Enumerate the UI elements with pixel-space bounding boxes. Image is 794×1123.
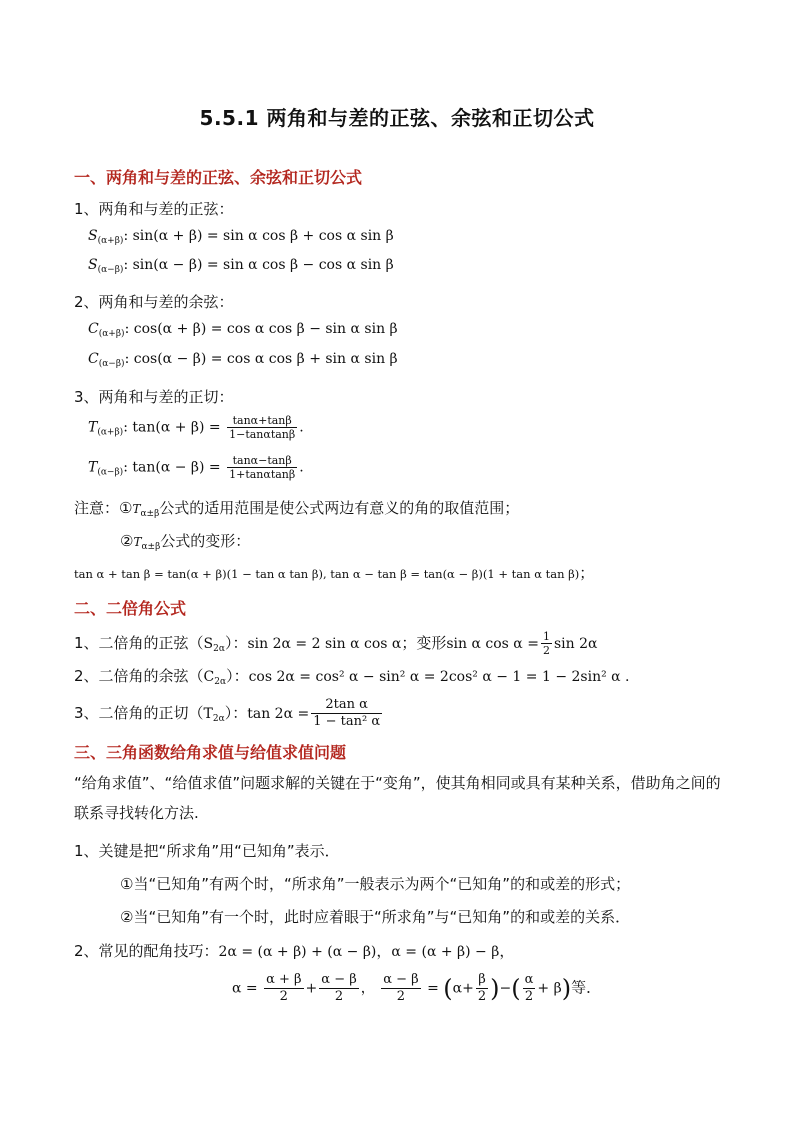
item-label: 2、二倍角的余弦（	[74, 667, 204, 685]
formula-t-plus	[88, 414, 304, 441]
item-label: 3、二倍角的正切（	[74, 704, 204, 722]
fraction-numerator: 2tan α	[311, 697, 382, 714]
section3-item2-formulas	[232, 972, 601, 1005]
double-angle-cosine	[74, 665, 630, 687]
formula-subscript: α±β	[141, 542, 161, 552]
double-angle-sine	[74, 630, 597, 657]
formula-symbol: S	[203, 636, 214, 652]
formula-lhs: : tan(α − β) =	[123, 459, 221, 476]
formula-s-minus	[88, 257, 394, 275]
section3-item1b: ②当“已知角”有一个时，此时应着眼于“所求角”与“已知角”的和或差的关系．	[120, 908, 631, 926]
fraction	[227, 414, 297, 441]
period: .	[299, 459, 304, 476]
formula-s-plus	[88, 228, 394, 246]
fraction-half	[541, 630, 552, 657]
item-label: 1、二倍角的正弦（	[74, 634, 204, 652]
section-heading-2: 二、二倍角公式	[74, 599, 187, 618]
formula-symbol: T	[88, 419, 98, 436]
fraction-numerator: α − β	[383, 972, 419, 987]
fraction-denominator: 2	[334, 989, 344, 1004]
period: .	[299, 419, 304, 436]
paren: )	[561, 974, 572, 1003]
operator: =	[427, 980, 439, 997]
fraction	[523, 972, 536, 1005]
formula-symbol: S	[88, 228, 98, 244]
formula-symbol: S	[88, 257, 98, 273]
tangent-sum-label: 3、两角和与差的正切：	[74, 388, 234, 406]
formula-body: sin 2α = 2 sin α cos α	[247, 636, 402, 652]
note-2	[120, 530, 250, 552]
formula-subscript: (α−β)	[97, 265, 124, 275]
formula-symbol: C	[203, 669, 215, 685]
formula-lhs: tan 2α =	[247, 706, 310, 722]
fraction-numerator: β	[476, 972, 488, 989]
formula-subscript: (α−β)	[97, 467, 124, 478]
formula-lhs: α =	[232, 980, 258, 997]
formula-body: : sin(α − β) = sin α cos β − cos α sin β	[123, 257, 394, 273]
note-text: 公式的变形：	[160, 532, 251, 550]
formula-subscript: (α+β)	[98, 329, 125, 339]
fraction	[381, 972, 420, 1005]
formula-c-plus	[88, 321, 398, 339]
formula-body: : cos(α + β) = cos α cos β − sin α sin β	[124, 321, 398, 337]
formula-rhs: sin 2α	[553, 636, 598, 652]
fraction-numerator: α + β	[266, 972, 302, 987]
formula-1: 2α = (α + β) + (α − β)	[218, 944, 377, 960]
formula-symbol: T	[132, 502, 141, 516]
separator: ，	[360, 980, 375, 997]
note-2-formula	[74, 562, 594, 583]
operator: −	[499, 980, 512, 997]
formula-c-minus	[88, 351, 398, 369]
formula-symbol: T	[88, 459, 98, 476]
fraction	[311, 697, 382, 730]
operator: +	[462, 980, 474, 997]
formula-symbol: C	[88, 321, 99, 337]
note-1	[74, 497, 519, 519]
formula-symbol: T	[203, 706, 213, 722]
fraction-numerator: α	[524, 972, 534, 987]
note-text: 公式的适用范围是使公式两边有意义的角的取值范围；	[159, 499, 520, 517]
fraction	[264, 972, 303, 1005]
formula-subscript: (α−β)	[98, 359, 125, 369]
formula-subscript: 2α	[214, 677, 227, 687]
formula-subscript: (α+β)	[97, 236, 124, 246]
formula-symbol: C	[88, 351, 99, 367]
fraction-denominator: 2	[524, 989, 534, 1004]
fraction-numerator: 1	[542, 630, 550, 643]
formula-lhs: sin α cos α =	[446, 636, 539, 652]
paren: )	[490, 974, 500, 1003]
operator: +	[305, 980, 318, 997]
note-prefix: 注意：①	[74, 499, 133, 517]
fraction-numerator: tanα−tanβ	[227, 454, 297, 468]
item-close: ）：	[226, 667, 249, 685]
section3-item1a: ①当“已知角”有两个时，“所求角”一般表示为两个“已知角”的和或差的形式；	[120, 875, 631, 893]
paren: (	[511, 974, 521, 1003]
formula-lhs: : tan(α + β) =	[123, 419, 221, 436]
section3-item2	[74, 940, 514, 961]
formula-subscript: (α+β)	[97, 427, 124, 438]
fraction-denominator: 1+tanαtanβ	[229, 468, 296, 481]
item-mid: ；变形	[401, 634, 447, 652]
fraction-denominator: 2	[396, 989, 406, 1004]
paren: (	[443, 974, 453, 1003]
fraction-denominator: 2	[279, 989, 288, 1004]
separator: ，	[376, 942, 392, 960]
section-heading-1: 一、两角和与差的正弦、余弦和正切公式	[74, 168, 363, 187]
fraction	[227, 454, 297, 481]
term: α	[452, 980, 463, 997]
separator: ，	[499, 942, 515, 960]
section-heading-3: 三、三角函数给角求值与给值求值问题	[74, 743, 347, 762]
formula-symbol: T	[133, 535, 142, 549]
semicolon: ；	[579, 564, 595, 582]
fraction-denominator: 1−tanαtanβ	[229, 428, 296, 441]
formula-subscript: 2α	[213, 644, 225, 654]
formula-2: α = (α + β) − β	[391, 944, 500, 960]
item-label: 2、常见的配角技巧：	[74, 942, 219, 960]
fraction	[319, 972, 358, 1005]
fraction-denominator: 2	[542, 644, 550, 657]
formula-subscript: 2α	[212, 714, 225, 724]
formula-body: : sin(α + β) = sin α cos β + cos α sin β	[123, 228, 394, 244]
formula-body: : cos(α − β) = cos α cos β + sin α sin β	[124, 351, 398, 367]
fraction	[476, 972, 488, 1005]
formula-body: tan α + tan β = tan(α + β)(1 − tan α tan β), tan α − tan β = tan(α − β)(1 + tan α tan β)	[74, 567, 580, 581]
term: + β	[537, 980, 562, 997]
fraction-denominator: 1 − tan² α	[313, 714, 381, 729]
fraction-numerator: α − β	[321, 972, 357, 987]
item-close: ）：	[224, 634, 248, 652]
fraction-denominator: 2	[477, 989, 487, 1004]
fraction-numerator: tanα+tanβ	[227, 414, 297, 428]
item-close: ）：	[224, 704, 248, 722]
formula-t-minus	[88, 454, 304, 481]
double-angle-tangent	[74, 697, 384, 730]
section3-item1: 1、关键是把“所求角”用“已知角”表示．	[74, 842, 340, 860]
note-prefix: ②	[120, 532, 134, 550]
sine-sum-label: 1、两角和与差的正弦：	[74, 200, 234, 218]
formula-subscript: α±β	[140, 509, 160, 519]
section3-intro: “给角求值”、“给值求值”问题求解的关键在于“变角”，使其角相同或具有某种关系，借助角之间的联系寻找转化方法.	[74, 774, 721, 822]
cosine-sum-label: 2、两角和与差的余弦：	[74, 293, 234, 311]
ending-text: 等．	[571, 978, 602, 997]
page-title: 5.5.1 两角和与差的正弦、余弦和正切公式	[199, 106, 595, 130]
formula-body: cos 2α = cos² α − sin² α = 2cos² α − 1 = 1 − 2sin² α .	[248, 669, 630, 685]
